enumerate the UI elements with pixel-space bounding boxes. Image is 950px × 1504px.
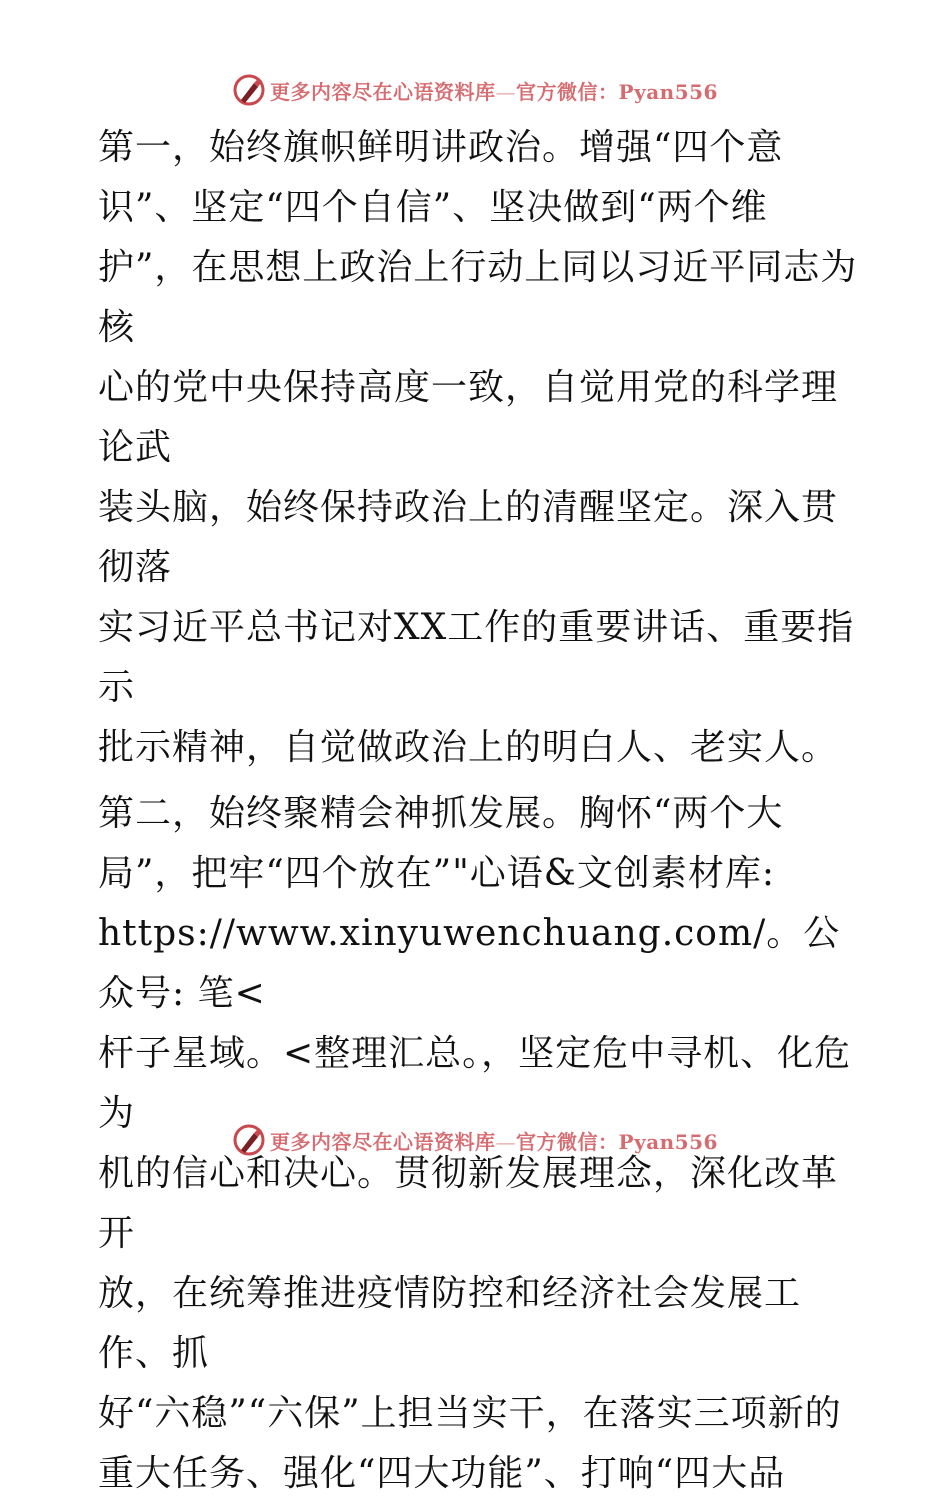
banner-wechat: 官方微信：Pyan556 — [516, 79, 718, 104]
pen-nib-logo-icon — [232, 73, 266, 107]
text-line: 批示精神，自觉做政治上的明白人、老实人。 — [98, 727, 839, 768]
text-line: 心的党中央保持高度一致，自觉用党的科学理论武 — [98, 367, 839, 468]
text-line: 护”，在思想上政治上行动上同以习近平同志为核 — [98, 247, 858, 348]
text-line: 好“六稳”“六保”上担当实干，在落实三项新的 — [98, 1393, 842, 1434]
text-line: 识”、坚定“四个自信”、坚决做到“两个维 — [98, 187, 768, 228]
banner-text — [270, 1126, 718, 1155]
text-line: 放，在统筹推进疫情防控和经济社会发展工作、抓 — [98, 1273, 802, 1374]
banner-dash: — — [495, 79, 517, 104]
banner-wechat: 官方微信：Pyan556 — [516, 1129, 718, 1154]
text-line: 机的信心和决心。贯彻新发展理念，深化改革开 — [98, 1153, 839, 1254]
footer-watermark-banner — [0, 1120, 950, 1160]
paragraph-1 — [98, 118, 858, 778]
banner-text — [270, 76, 718, 105]
text-line: 杆子星域。<整理汇总。，坚定危中寻机、化危为 — [98, 1033, 852, 1134]
text-line: 实习近平总书记对XX工作的重要讲话、重要指示 — [98, 607, 855, 708]
text-line: 第一，始终旗帜鲜明讲政治。增强“四个意 — [98, 127, 784, 168]
text-line: 重大任务、强化“四大功能”、打响“四大品 — [98, 1453, 786, 1494]
pen-nib-logo-icon — [232, 1123, 266, 1157]
text-line: 局”，把牢“四个放在”"心语&文创素材库: — [98, 853, 775, 894]
banner-site-name: 更多内容尽在心语资料库 — [270, 79, 496, 104]
banner-dash: — — [495, 1129, 517, 1154]
header-watermark-banner — [0, 70, 950, 110]
document-body — [98, 118, 858, 1504]
text-line: 装头脑，始终保持政治上的清醒坚定。深入贯彻落 — [98, 487, 839, 588]
banner-site-name: 更多内容尽在心语资料库 — [270, 1129, 496, 1154]
text-line: https://www.xinyuwenchuang.com/。公众号: 笔< — [98, 913, 841, 1014]
text-line: 第二，始终聚精会神抓发展。胸怀“两个大 — [98, 793, 784, 834]
